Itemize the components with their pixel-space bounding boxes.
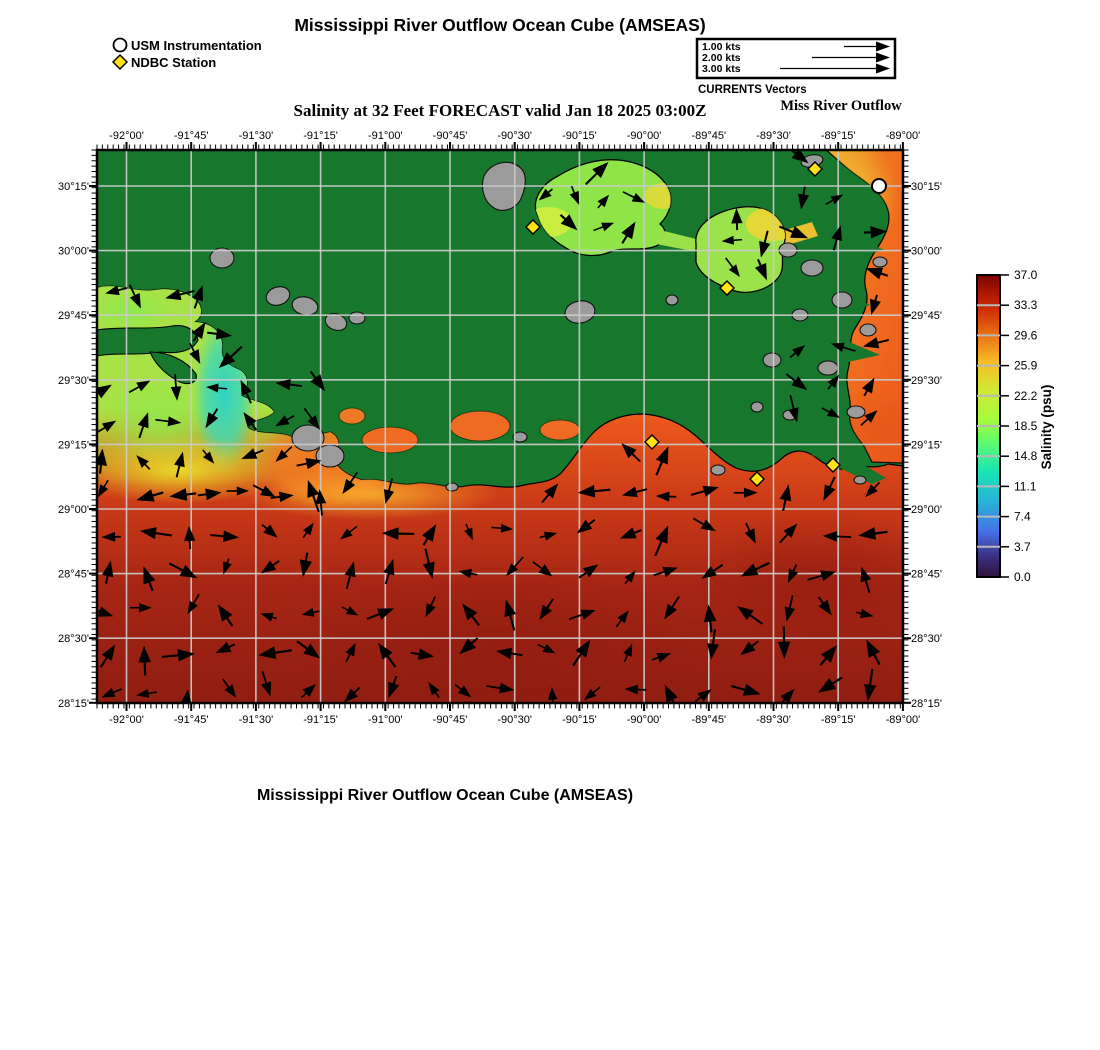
lon-tick-label: -91°00' bbox=[367, 714, 403, 726]
region-label: Miss River Outflow bbox=[780, 98, 902, 114]
colorbar-tick-label: 3.7 bbox=[1014, 539, 1031, 554]
vector-legend-2kt-label: 2.00 kts bbox=[702, 52, 741, 64]
lon-tick-label: -90°00' bbox=[626, 714, 662, 726]
usm-station-marker bbox=[872, 179, 886, 193]
lat-tick-label: 28°15' bbox=[58, 697, 89, 710]
lat-tick-label: 28°45' bbox=[911, 568, 942, 581]
lon-tick-label: -92°00' bbox=[109, 714, 144, 726]
colorbar-tick-label: 0.0 bbox=[1014, 570, 1031, 584]
lat-tick-label: 28°30' bbox=[911, 633, 942, 646]
lon-tick-label: -91°45' bbox=[173, 714, 209, 726]
lon-tick-label: -90°15' bbox=[562, 130, 597, 142]
colorbar-tick-label: 25.9 bbox=[1014, 358, 1038, 373]
colorbar-axis-label: Salinity (psu) bbox=[1039, 384, 1054, 470]
colorbar-tick-label: 22.2 bbox=[1014, 388, 1038, 403]
vector-legend-1kt-label: 1.00 kts bbox=[702, 41, 741, 53]
lat-tick-label: 29°45' bbox=[58, 310, 89, 323]
lon-tick-label: -90°30' bbox=[497, 714, 533, 726]
lon-tick-label: -91°45' bbox=[173, 130, 209, 142]
lat-tick-label: 29°45' bbox=[911, 310, 942, 323]
lat-tick-label: 29°30' bbox=[911, 374, 942, 387]
colorbar-tick-label: 14.8 bbox=[1014, 449, 1038, 464]
map-area bbox=[65, 138, 950, 720]
lon-tick-label: -89°45' bbox=[691, 714, 727, 726]
vector-legend-arrowheads bbox=[876, 42, 890, 74]
colorbar-tick-label: 33.3 bbox=[1014, 298, 1038, 313]
marker-legend-ndbc-label: NDBC Station bbox=[131, 55, 217, 70]
lon-tick-label: -90°30' bbox=[497, 130, 533, 142]
lon-tick-label: -90°15' bbox=[562, 714, 597, 726]
lat-tick-label: 30°15' bbox=[911, 181, 942, 193]
lon-tick-label: -89°15' bbox=[820, 714, 856, 726]
lat-tick-label: 28°30' bbox=[58, 633, 89, 646]
lat-tick-label: 30°00' bbox=[58, 245, 89, 258]
lat-tick-label: 28°45' bbox=[58, 568, 89, 581]
figure-subtitle: Salinity at 32 Feet FORECAST valid Jan 18 2025 03:00Z bbox=[293, 101, 707, 120]
lon-tick-label: -90°45' bbox=[432, 130, 468, 142]
ndbc-diamond-icon bbox=[113, 55, 127, 69]
lon-tick-label: -89°30' bbox=[756, 714, 791, 726]
lon-tick-label: -90°45' bbox=[432, 714, 468, 726]
vector-legend-caption: CURRENTS Vectors bbox=[698, 84, 807, 96]
colorbar-tick-label: 37.0 bbox=[1014, 268, 1038, 282]
lat-tick-label: 29°15' bbox=[58, 439, 89, 452]
colorbar-tick-label: 11.1 bbox=[1014, 479, 1037, 494]
lon-tick-label: -90°00' bbox=[626, 130, 662, 142]
lon-tick-label: -91°30' bbox=[238, 714, 274, 726]
marker-legend-usm-label: USM Instrumentation bbox=[131, 38, 262, 53]
lon-tick-label: -89°45' bbox=[691, 130, 727, 142]
colorbar bbox=[977, 268, 1054, 584]
vermilion-land-strip bbox=[97, 326, 198, 356]
lat-tick-label: 28°15' bbox=[911, 697, 942, 710]
figure-title: Mississippi River Outflow Ocean Cube (AMSEAS) bbox=[294, 15, 706, 35]
lon-tick-label: -91°00' bbox=[367, 130, 403, 142]
lon-tick-label: -89°00' bbox=[885, 714, 921, 726]
lat-tick-label: 30°15' bbox=[58, 181, 89, 193]
colorbar-tick-label: 18.5 bbox=[1014, 419, 1038, 433]
lat-tick-label: 29°15' bbox=[911, 439, 942, 452]
marker-legend bbox=[113, 38, 262, 70]
lon-tick-label: -91°30' bbox=[238, 130, 274, 142]
lon-tick-label: -89°00' bbox=[885, 130, 921, 142]
lon-tick-label: -92°00' bbox=[109, 130, 144, 142]
colorbar-tick-label: 29.6 bbox=[1014, 328, 1038, 343]
lon-tick-label: -91°15' bbox=[303, 714, 338, 726]
vector-legend bbox=[697, 39, 895, 96]
footer-title: Mississippi River Outflow Ocean Cube (AMSEAS) bbox=[256, 787, 634, 804]
lat-tick-label: 30°00' bbox=[911, 245, 942, 258]
vector-legend-3kt-label: 3.00 kts bbox=[702, 63, 741, 75]
lon-tick-label: -89°30' bbox=[756, 130, 791, 142]
lat-tick-label: 29°30' bbox=[58, 374, 89, 387]
lon-tick-label: -91°15' bbox=[303, 130, 338, 142]
colorbar-tick-label: 7.4 bbox=[1014, 509, 1031, 524]
lat-tick-label: 29°00' bbox=[58, 504, 89, 516]
lon-tick-label: -89°15' bbox=[820, 130, 856, 142]
usm-circle-icon bbox=[114, 39, 127, 52]
lat-tick-label: 29°00' bbox=[911, 504, 942, 516]
